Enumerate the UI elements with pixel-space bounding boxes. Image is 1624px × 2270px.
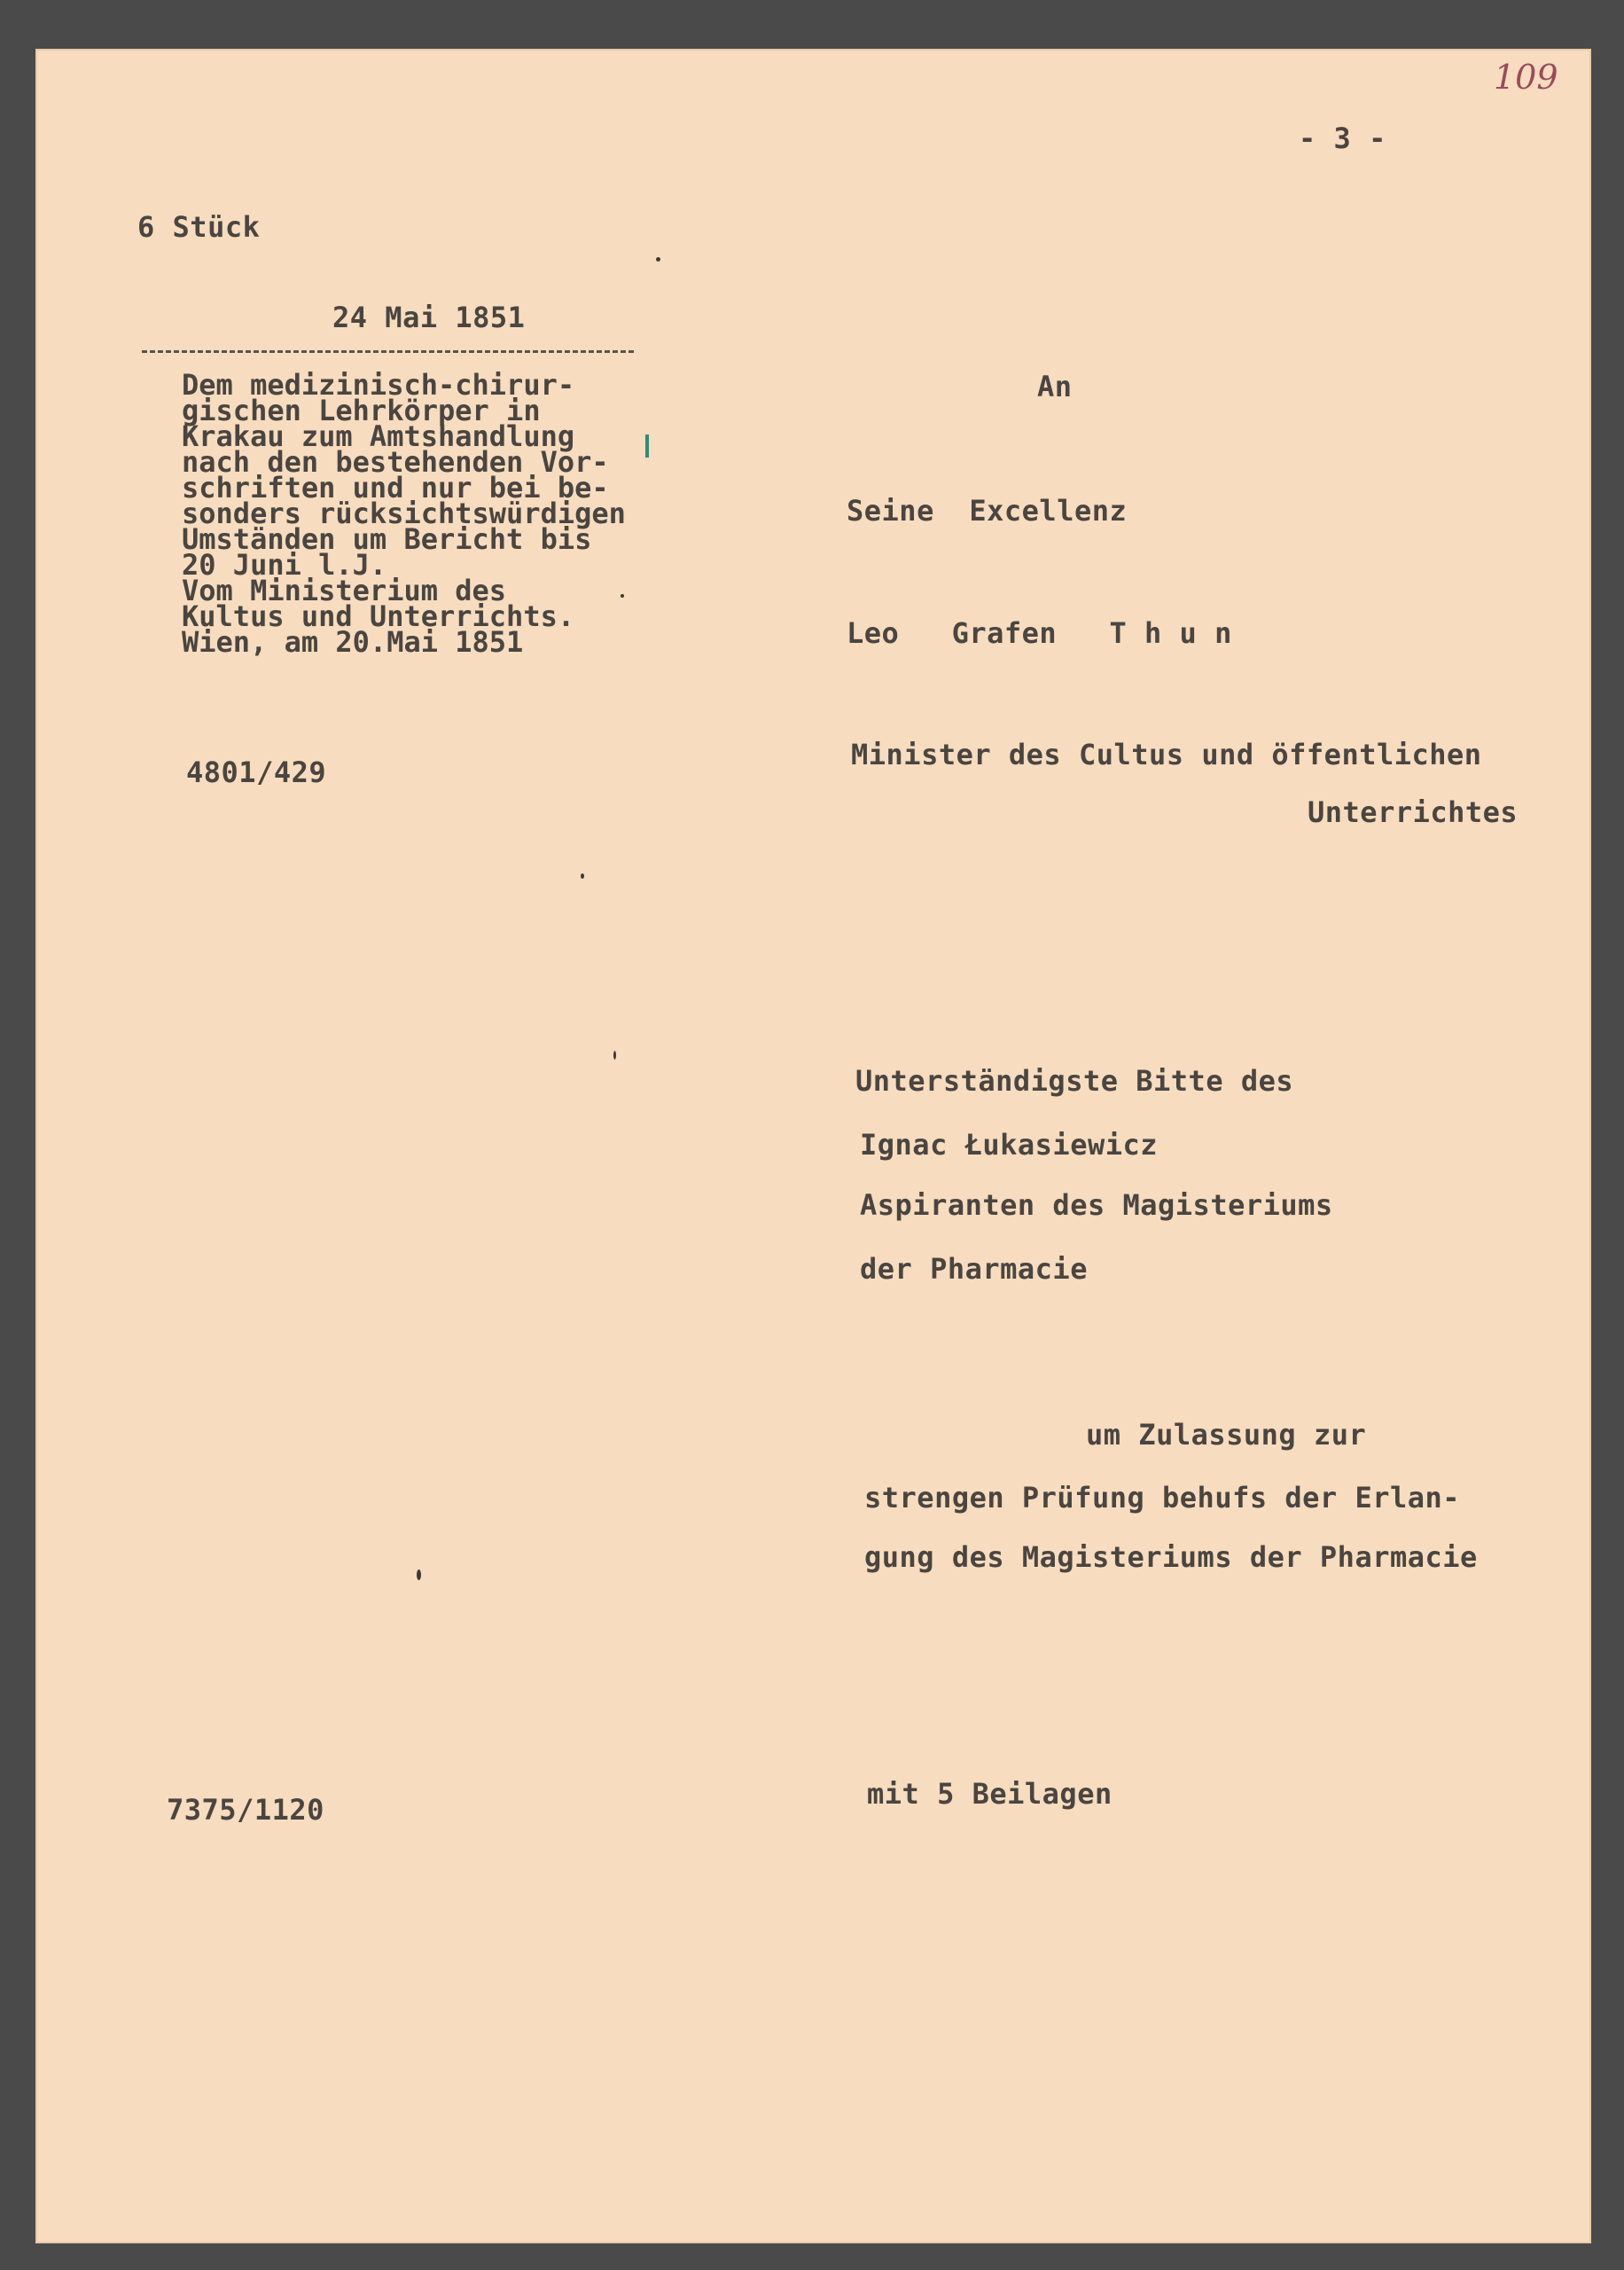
ink-speck bbox=[621, 594, 624, 598]
note-line: Umständen um Bericht bis bbox=[182, 522, 592, 556]
address-position-line1: Minister des Cultus und öffentlichen bbox=[851, 738, 1482, 771]
page-number: - 3 - bbox=[1299, 121, 1386, 155]
request-line1: um Zulassung zur bbox=[1086, 1418, 1367, 1452]
note-line: Kultus und Unterrichts. bbox=[182, 599, 575, 633]
date-heading: 24 Mai 1851 bbox=[332, 301, 526, 334]
enclosures-line: mit 5 Beilagen bbox=[867, 1777, 1113, 1811]
note-line: Wien, am 20.Mai 1851 bbox=[182, 625, 524, 659]
note-line: schriften und nur bei be- bbox=[182, 471, 609, 505]
address-position-line2: Unterrichtes bbox=[1308, 795, 1519, 829]
note-line: sonders rücksichtswürdigen bbox=[182, 497, 626, 530]
note-line: Krakau zum Amtshandlung bbox=[182, 419, 575, 453]
reference-number-top: 4801/429 bbox=[186, 755, 327, 789]
note-line: Dem medizinisch-chirur- bbox=[182, 368, 575, 402]
ink-speck bbox=[656, 257, 660, 262]
address-an: An bbox=[1037, 370, 1073, 403]
address-title: Seine Excellenz bbox=[847, 494, 1128, 528]
note-line: nach den bestehenden Vor- bbox=[182, 445, 609, 479]
pen-mark bbox=[645, 434, 649, 458]
archive-number: 109 bbox=[1494, 58, 1558, 97]
request-line2: strengen Prüfung behufs der Erlan- bbox=[864, 1481, 1461, 1515]
petition-line2: Ignac Łukasiewicz bbox=[860, 1128, 1159, 1162]
petition-line4: der Pharmacie bbox=[860, 1252, 1088, 1286]
divider-rule bbox=[142, 350, 634, 353]
reference-number-bottom: 7375/1120 bbox=[167, 1793, 324, 1827]
ink-speck bbox=[417, 1569, 421, 1580]
count-label: 6 Stück bbox=[137, 210, 261, 244]
note-line: Vom Ministerium des bbox=[182, 574, 507, 607]
ink-speck bbox=[613, 1051, 616, 1060]
note-line: gischen Lehrkörper in bbox=[182, 394, 541, 427]
request-line3: gung des Magisteriums der Pharmacie bbox=[864, 1540, 1478, 1574]
margin-note bbox=[182, 368, 626, 659]
address-name: Leo Grafen T h u n bbox=[847, 616, 1232, 650]
note-line: 20 Juni l.J. bbox=[182, 548, 387, 582]
petition-line1: Unterständigste Bitte des bbox=[855, 1064, 1294, 1098]
ink-speck bbox=[581, 873, 584, 879]
petition-line3: Aspiranten des Magisteriums bbox=[860, 1188, 1333, 1222]
